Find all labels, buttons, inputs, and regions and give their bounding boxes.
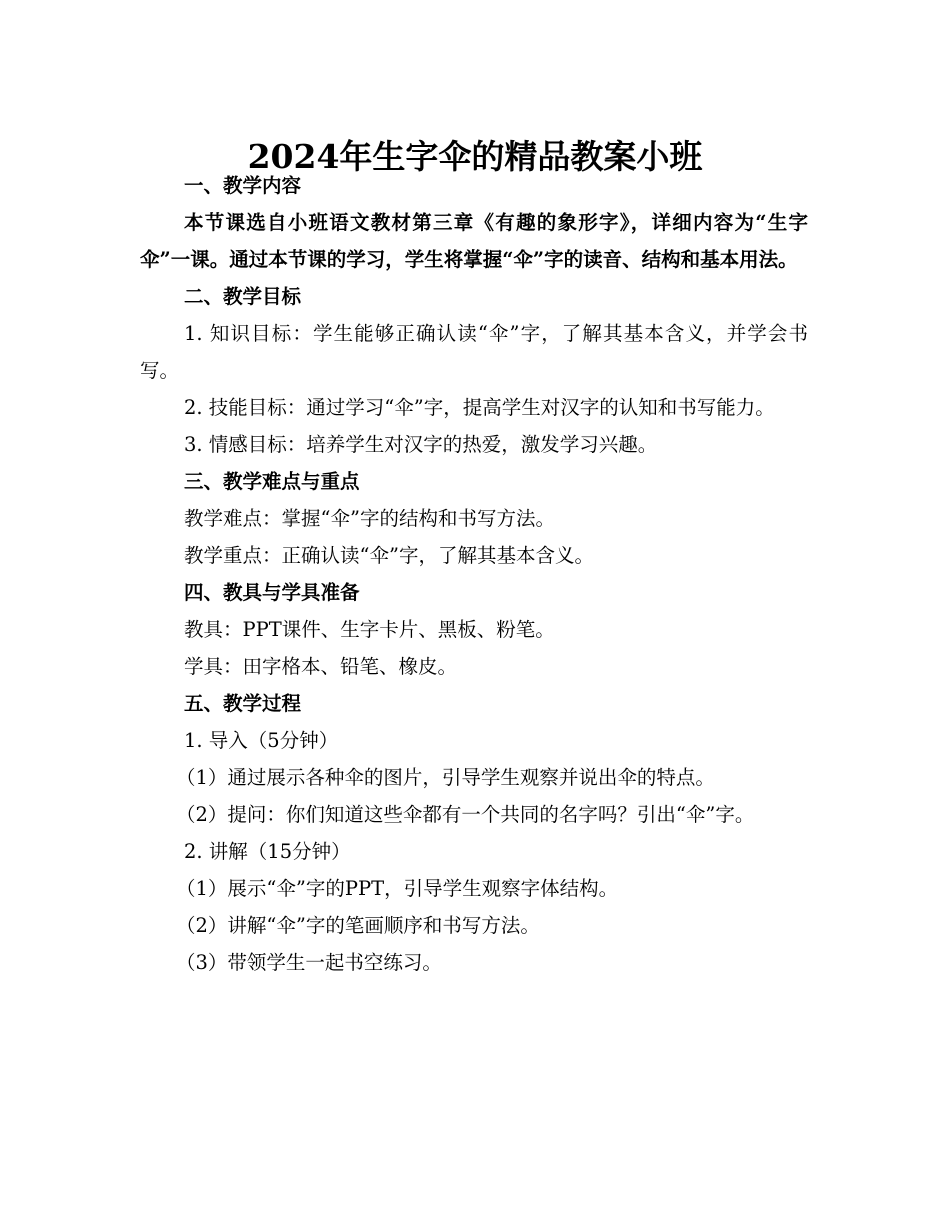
- section-heading-goals: 二、教学目标: [184, 285, 302, 308]
- paragraph-goal-emotion: 3. 情感目标：培养学生对汉字的热爱，激发学习兴趣。: [184, 433, 658, 456]
- paragraph-step-intro-1: （1）通过展示各种伞的图片，引导学生观察并说出伞的特点。: [176, 766, 715, 789]
- section-heading-materials: 四、教具与学具准备: [184, 581, 360, 604]
- section-heading-key-points: 三、教学难点与重点: [184, 470, 360, 493]
- paragraph-step-explain-3: （3）带领学生一起书空练习。: [176, 951, 442, 974]
- section-heading-process: 五、教学过程: [184, 692, 302, 715]
- paragraph-step-intro-2: （2）提问：你们知道这些伞都有一个共同的名字吗？引出“伞”字。: [176, 803, 755, 826]
- paragraph-learning-tools: 学具：田字格本、铅笔、橡皮。: [184, 655, 458, 678]
- paragraph-content-intro: 本节课选自小班语文教材第三章《有趣的象形字》，详细内容为“生字伞”一课。通过本节课的学习，学生将掌握“伞”字的读音、结构和基本用法。: [140, 211, 808, 271]
- paragraph-step-explain-1: （1）展示“伞”字的PPT，引导学生观察字体结构。: [176, 877, 619, 900]
- paragraph-goal-skill: 2. 技能目标：通过学习“伞”字，提高学生对汉字的认知和书写能力。: [184, 396, 775, 419]
- document-body: [140, 167, 808, 981]
- document-title: 2024年生字伞的精品教案小班: [247, 137, 703, 177]
- section-heading-content: 一、教学内容: [184, 174, 302, 197]
- paragraph-difficulty: 教学难点：掌握“伞”字的结构和书写方法。: [184, 507, 555, 530]
- paragraph-teaching-tools: 教具：PPT课件、生字卡片、黑板、粉笔。: [184, 618, 555, 641]
- paragraph-goal-knowledge: 1. 知识目标：学生能够正确认读“伞”字，了解其基本含义，并学会书写。: [140, 322, 808, 382]
- paragraph-step-explain: 2. 讲解（15分钟）: [184, 840, 351, 863]
- paragraph-focus: 教学重点：正确认读“伞”字，了解其基本含义。: [184, 544, 594, 567]
- paragraph-step-explain-2: （2）讲解“伞”字的笔画顺序和书写方法。: [176, 914, 540, 937]
- paragraph-step-intro: 1. 导入（5分钟）: [184, 729, 339, 752]
